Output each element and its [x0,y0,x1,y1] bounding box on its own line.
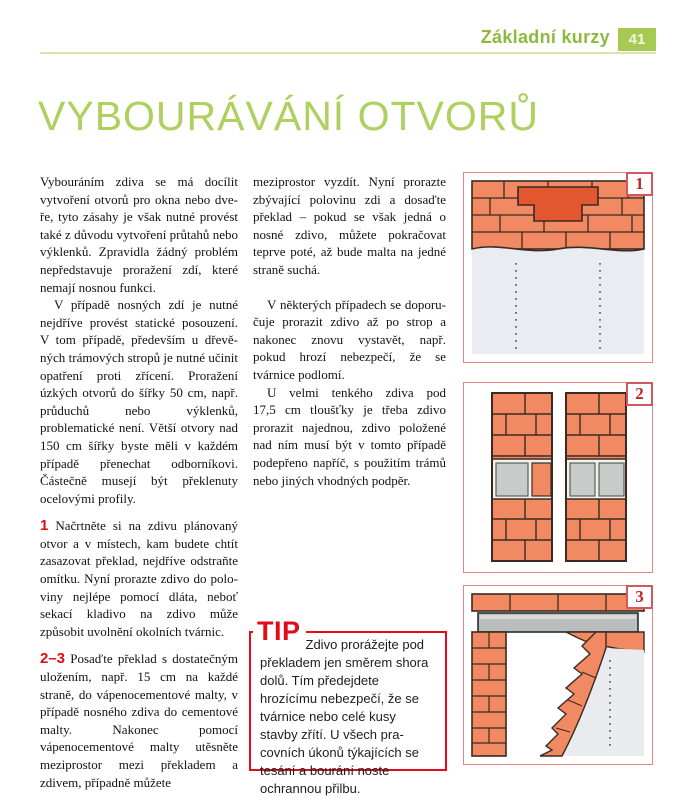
tip-label: TIP [253,619,306,645]
tip-box [249,616,447,796]
step-1-number: 1 [40,517,49,535]
paragraph: U velmi tenkého zdiva pod 17,5 cm tloušťky je třeba zdivo prorazit najednou, zdivo položené nad ním musí být v tomto případě podepřeno napříč, s použitím trámů nebo jiných vhodných podpěr. [253,384,446,488]
page-title: VYBOURÁVÁNÍ OTVORŮ [38,93,539,140]
page-number-badge: 41 [618,28,656,51]
step-2-3-paragraph [40,650,238,791]
figure-2-number: 2 [626,382,653,406]
figure-3-illustration [470,592,646,758]
figure-1 [463,172,653,363]
figure-1-illustration [470,179,646,356]
section-label: Základní kurzy [480,27,610,47]
paragraph: V případě nosných zdí je nutné nejdříve provést statické posouzení. V tom případě, především u dřevěných trámových stropů je nutné učinit opatření proti zřícení. Proražení úzkých otvorů do šířky 50 cm, např. průduchů nebo výklenků, problematické není. Větší otvory nad 150 cm šířky byste měli v každém případě přenechat odborníkovi. Částečně musejí být překlenuty ocelovými profily. [40,297,238,506]
step-2-3-text: Posaďte překlad s dostatečným uložením, např. 15 cm na každé straně, do vápenocementové malty, v případě nosného zdiva do cementové malty. Nakonec pomocí vápenocementové malty utěsněte meziprostor mezi překladem a zdivem, případně můžete [40,651,238,790]
step-1-text: Načrtněte si na zdivu plánovaný otvor a v místech, kam budete chtít zasazovat překlad, nejdříve odstraňte omítku. Nyní prorazte zdivo do poloviny nejlépe pomocí dláta, neboť sekací kladivo na zdivo může způsobit uvolnění okolních tvárnic. [40,518,238,639]
tip-text: Zdivo prorážejte pod překladem jen směrem shora dolů. Tím předejdete hrozícímu nebezpečí, že se tvárnice nebo celé kusy stavby zřítí. U všech pracovních úkonů týkajících se tesání a bourání noste ochrannou přilbu. [260,637,429,796]
step-2-3-number: 2–3 [40,650,66,668]
step-1-paragraph [40,517,238,640]
text-column-1 [40,173,238,791]
paragraph: meziprostor vyzdít. Nyní prorazte zbývající polovinu zdi a dosaďte překlad – pokud se však jedná o nosné zdivo, můžete pokračovat teprve poté, až bude malta na jedné straně suchá. [253,174,446,277]
paragraph: V některých případech se doporučuje prorazit zdivo až po strop a nakonec znovu vystavět, např. pokud hrozí nebezpečí, že se tvárnice podlomí. [253,296,446,382]
figure-2 [463,382,653,573]
header-rule [40,52,656,54]
figure-3-number: 3 [626,585,653,609]
figure-2-illustration [470,389,646,566]
paragraph: Vybouráním zdiva se má docílit vytvoření otvorů pro okna nebo dveře, tyto zásahy je však nutné provést také z důvodu vytvoření průtahů nebo výklenků. Zpravidla žádný problém nepředstavuje proražení zdí, které nemají nosnou funkci. [40,174,238,295]
figure-1-number: 1 [626,172,653,196]
figure-3 [463,585,653,765]
text-column-2 [253,173,446,489]
